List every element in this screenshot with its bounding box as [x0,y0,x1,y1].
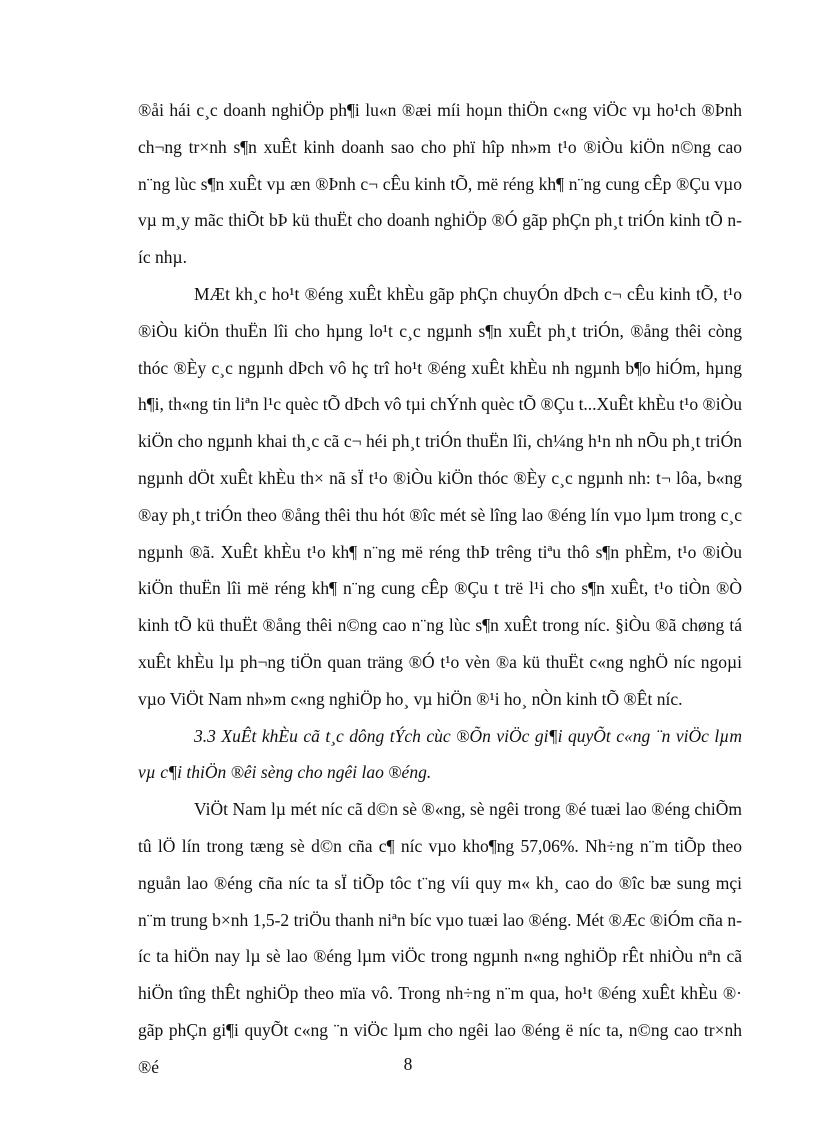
paragraph-continuation: ®åi hái c¸c doanh nghiÖp ph¶i lu«n ®æi míi hoµn thiÖn c«ng viÖc vµ ho¹ch ®Þnh ch¬ng tr×nh s¶n xuÊt kinh doanh sao cho phï hîp nh»m t¹o ®iÒu kiÖn n©ng cao n¨ng lùc s¶n xuÊt vµ æn ®Þnh c¬ cÊu kinh tÕ, më réng kh¶ n¨ng cung cÊp ®Çu vµo vµ m¸y mãc thiÕt bÞ kü thuËt cho doanh nghiÖp ®Ó gãp phÇn ph¸t triÓn kinh tÕ níc nhµ. [138,100,742,268]
paragraph-labor: ViÖt Nam lµ mét níc cã d©n sè ®«ng, sè ngêi trong ®é tuæi lao ®éng chiÕm tû lÖ lín trong tæng sè d©n cña c¶ níc vµo kho¶ng 57,06%. Nh÷ng n¨m tiÕp theo nguån lao ®éng cña níc ta sÏ tiÕp tôc t¨ng víi quy m« kh¸ cao do ®îc bæ sung mçi n¨m trung b×nh 1,5-2 triÖu thanh niªn bíc vµo tuæi lao ®éng. Mét ®Æc ®iÓm cña níc ta hiÖn nay lµ sè lao ®éng lµm viÖc trong ngµnh n«ng nghiÖp rÊt nhiÒu nªn cã hiÖn tîng thÊt nghiÖp theo mïa vô. Trong nh÷ng n¨m qua, ho¹t ®éng xuÊt khÈu ®· gãp phÇn gi¶i quyÕt c«ng ¨n viÖc lµm cho ngêi lao ®éng ë níc ta, n©ng cao tr×nh ®é [138,799,742,1077]
section-heading: 3.3 XuÊt khÈu cã t¸c dông tÝch cùc ®Õn viÖc gi¶i quyÕt c«ng ¨n viÖc lµm vµ c¶i thiÖn ®êi sèng cho ngêi lao ®éng. [138,725,742,783]
page-number: 8 [403,1054,413,1074]
body-text [138,92,742,1086]
paragraph-export-structure: MÆt kh¸c ho¹t ®éng xuÊt khÈu gãp phÇn chuyÓn dÞch c¬ cÊu kinh tÕ, t¹o ®iÒu kiÖn thuËn lîi cho hµng lo¹t c¸c ngµnh s¶n xuÊt ph¸t triÓn, ®ång thêi còng thóc ®Èy c¸c ngµnh dÞch vô hç trî ho¹t ®éng xuÊt khÈu nh ngµnh b¶o hiÓm, hµng h¶i, th«ng tin liªn l¹c quèc tÕ dÞch vô tµi chÝnh quèc tÕ ®Çu t...XuÊt khÈu t¹o ®iÒu kiÖn cho ngµnh khai th¸c cã c¬ héi ph¸t triÓn thuËn lîi, ch¼ng h¹n nh nÕu ph¸t triÓn ngµnh dÖt xuÊt khÈu th× nã sÏ t¹o ®iÒu kiÖn thóc ®Èy c¸c ngµnh nh: t¬ lôa, b«ng ®ay ph¸t triÓn theo ®ång thêi thu hót ®îc mét sè lîng lao ®éng lín vµo lµm trong c¸c ngµnh ®ã. XuÊt khÈu t¹o kh¶ n¨ng më réng thÞ trêng tiªu thô s¶n phÈm, t¹o ®iÒu kiÖn thuËn lîi më réng kh¶ n¨ng cung cÊp ®Çu t trë l¹i cho s¶n xuÊt, t¹o tiÒn ®Ò kinh tÕ kü thuËt ®ång thêi n©ng cao n¨ng lùc s¶n xuÊt trong níc. §iÒu ®ã chøng tá xuÊt khÈu lµ ph¬ng tiÖn quan träng ®Ó t¹o vèn ®a kü thuËt c«ng nghÖ níc ngoµi vµo ViÖt Nam nh»m c«ng nghiÖp ho¸ vµ hiÖn ®¹i ho¸ nÒn kinh tÕ ®Êt níc. [138,283,742,709]
